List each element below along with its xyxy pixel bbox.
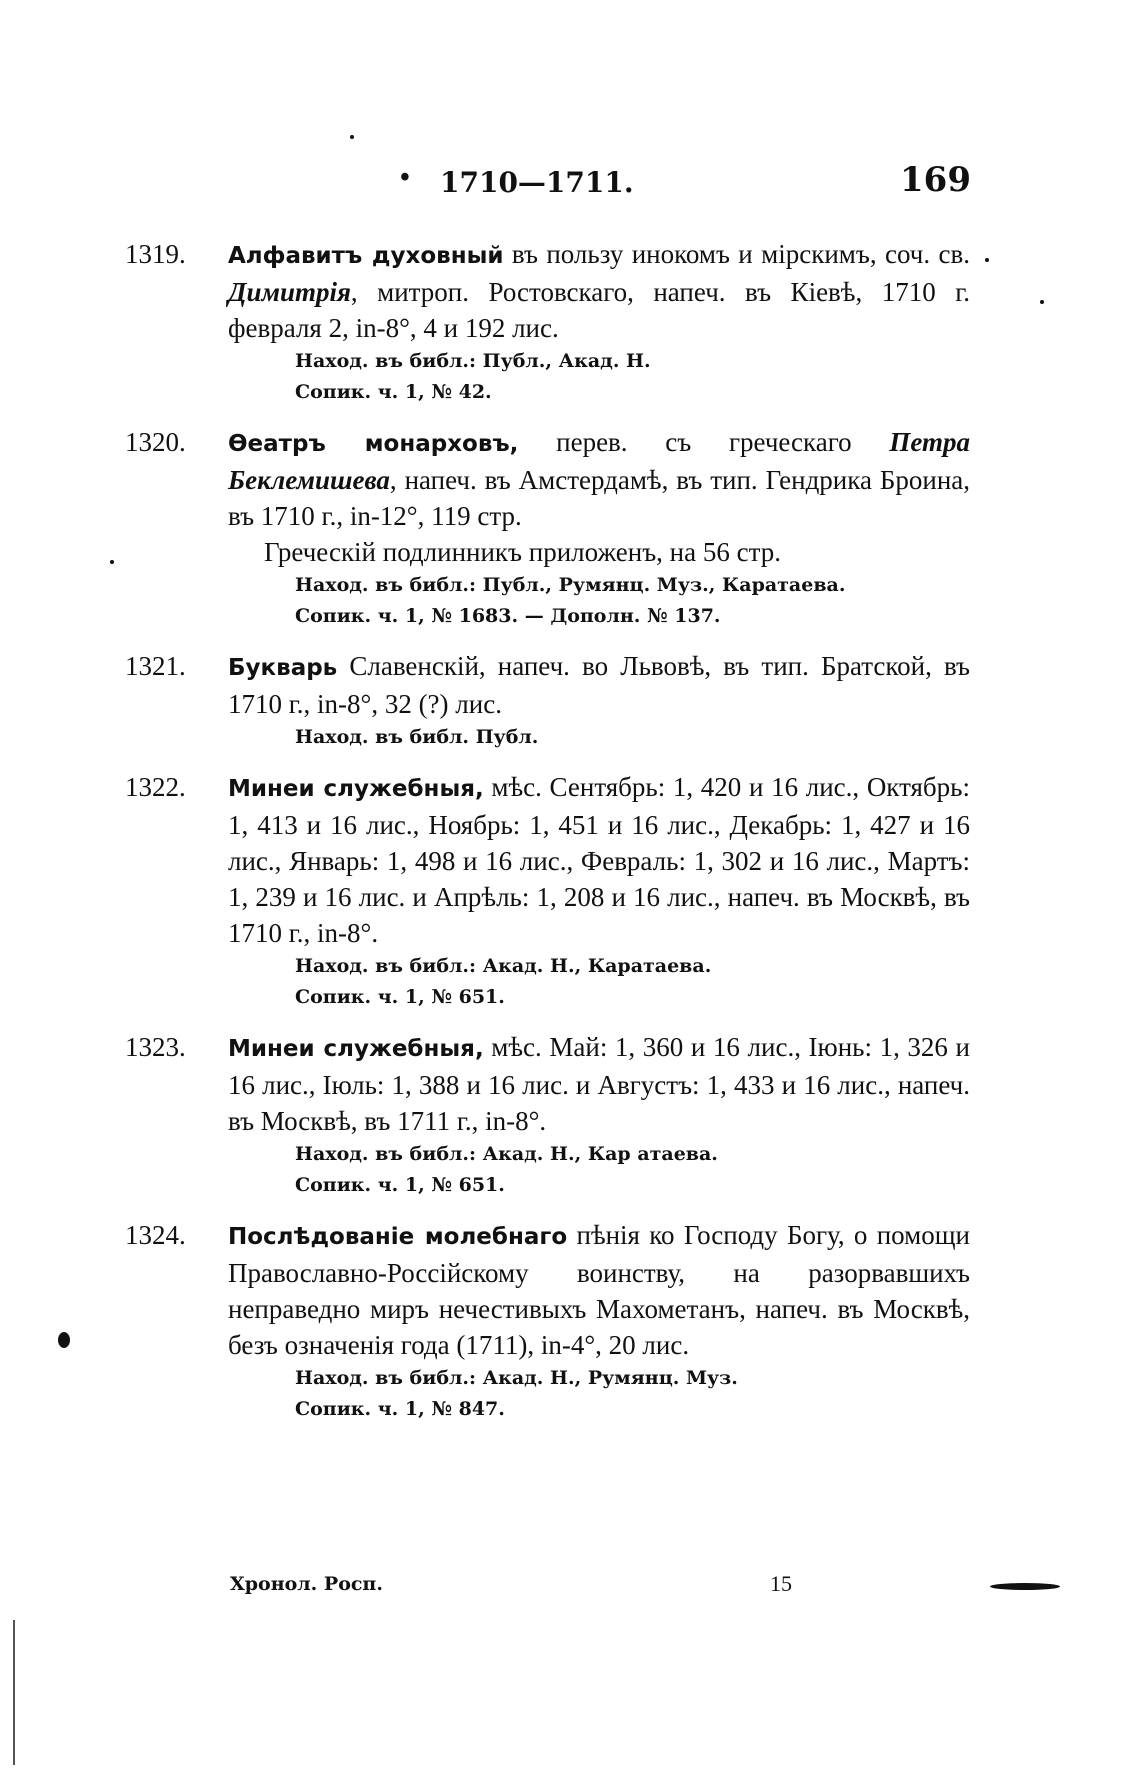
- entry-1324: [0, 1217, 1140, 1425]
- entry-locations: Наход. въ библ. Публ.: [295, 726, 539, 748]
- ink-dot-mark: [350, 135, 354, 139]
- ink-dot-mark: [58, 1332, 70, 1348]
- entry-title: Алфавитъ духовный: [228, 243, 504, 269]
- entry-title: Букварь: [228, 655, 338, 681]
- entry-description: въ пользу инокомъ и мірскимъ, соч. св.: [503, 239, 970, 269]
- entry-number: 1319.: [125, 239, 186, 269]
- entry-list: [0, 236, 1140, 1441]
- entry-number: 1322.: [125, 772, 186, 802]
- sheet-number: 15: [770, 1571, 792, 1596]
- entry-number: 1323.: [125, 1032, 186, 1062]
- entry-title: Послѣдованіе молебнаго: [228, 1224, 568, 1250]
- entry-locations: Наход. въ библ.: Акад. Н., Румянц. Муз.: [295, 1367, 738, 1389]
- entry-reference: Сопик. ч. 1, № 42.: [295, 381, 492, 403]
- entry-title: Өеатръ монарховъ,: [228, 431, 519, 457]
- entry-text: [228, 1029, 970, 1139]
- running-header: [0, 160, 1140, 204]
- entry-1323: [0, 1029, 1140, 1201]
- entry-1319: [0, 236, 1140, 408]
- entry-number: 1324.: [125, 1220, 186, 1250]
- entry-reference: Сопик. ч. 1, № 651.: [295, 986, 505, 1008]
- entry-description-cont: , митроп. Ростовскаго, напеч. въ Кіевѣ, 1710 г. февраля 2, in-8°, 4 и 192 лис.: [228, 277, 970, 343]
- entry-text: [228, 648, 970, 722]
- ink-dot-mark: [1040, 300, 1044, 304]
- entry-text: [228, 1217, 970, 1363]
- entry-note: Греческій подлинникъ приложенъ, на 56 стр.: [264, 537, 781, 567]
- entry-reference: Сопик. ч. 1, № 651.: [295, 1174, 505, 1196]
- header-bullet: •: [400, 162, 410, 193]
- entry-author: Димитрія: [228, 277, 351, 307]
- header-years: 1710—1711.: [440, 166, 634, 199]
- entry-description: мѣс. Сентябрь: 1, 420 и 16 лис., Октябрь: 1, 413 и 16 лис., Ноябрь: 1, 451 и 16 лис., Декабрь: 1, 427 и 16 лис., Январь: 1, 498 и 16 лис., Февраль: 1, 302 и 16 лис., Мартъ: 1, 239 и 16 лис. и Апрѣль: 1, 208 и 16 лис., напеч. въ Москвѣ, въ 1710 г., in-8°.: [228, 772, 970, 948]
- entry-reference: Сопик. ч. 1, № 1683. — Дополн. № 137.: [295, 605, 721, 627]
- entry-number: 1321.: [125, 651, 186, 681]
- page-footer: [0, 1565, 1140, 1605]
- entry-text: [228, 769, 970, 951]
- ink-smudge-mark: [990, 1583, 1060, 1590]
- entry-description: Славенскій, напеч. во Львовѣ, въ тип. Братской, въ 1710 г., in-8°, 32 (?) лис.: [228, 651, 970, 719]
- printer-signature: Хронол. Росп.: [230, 1573, 383, 1595]
- entry-locations: Наход. въ библ.: Публ., Румянц. Муз., Каратаева.: [295, 574, 846, 596]
- entry-description: перев. съ греческаго: [518, 427, 890, 457]
- entry-author: Петра Беклемишева: [228, 427, 970, 495]
- entry-locations: Наход. въ библ.: Публ., Акад. Н.: [295, 350, 651, 372]
- entry-locations: Наход. въ библ.: Акад. Н., Каратаева.: [295, 955, 712, 977]
- entry-reference: Сопик. ч. 1, № 847.: [295, 1398, 505, 1420]
- entry-number: 1320.: [125, 427, 186, 457]
- entry-1322: [0, 769, 1140, 1013]
- binding-edge-line: [13, 1620, 15, 1765]
- entry-text: [228, 236, 970, 346]
- entry-title: Минеи служебныя,: [228, 1036, 484, 1062]
- entry-description: мѣс. Май: 1, 360 и 16 лис., Іюнь: 1, 326 и 16 лис., Іюль: 1, 388 и 16 лис. и Августъ: 1, 433 и 16 лис., напеч. въ Москвѣ, въ 1711 г., in-8°.: [228, 1032, 970, 1136]
- entry-1320: [0, 424, 1140, 632]
- entry-locations: Наход. въ библ.: Акад. Н., Кар атаева.: [295, 1143, 718, 1165]
- entry-description: пѣнія ко Господу Богу, о помощи Православно-Россійскому воинству, на разорвавшихъ неправедно миръ нечестивыхъ Махометанъ, напеч. въ Москвѣ, безъ означенія года (1711), in-4°, 20 лис.: [228, 1220, 970, 1360]
- entry-description-cont: , напеч. въ Амстердамѣ, въ тип. Гендрика Броина, въ 1710 г., in-12°, 119 стр.: [228, 465, 970, 531]
- page-number: 169: [900, 160, 971, 200]
- entry-text: [228, 424, 970, 534]
- entry-1321: [0, 648, 1140, 753]
- ink-dot-mark: [985, 258, 989, 262]
- ink-dot-mark: [110, 560, 114, 564]
- entry-title: Минеи служебныя,: [228, 776, 484, 802]
